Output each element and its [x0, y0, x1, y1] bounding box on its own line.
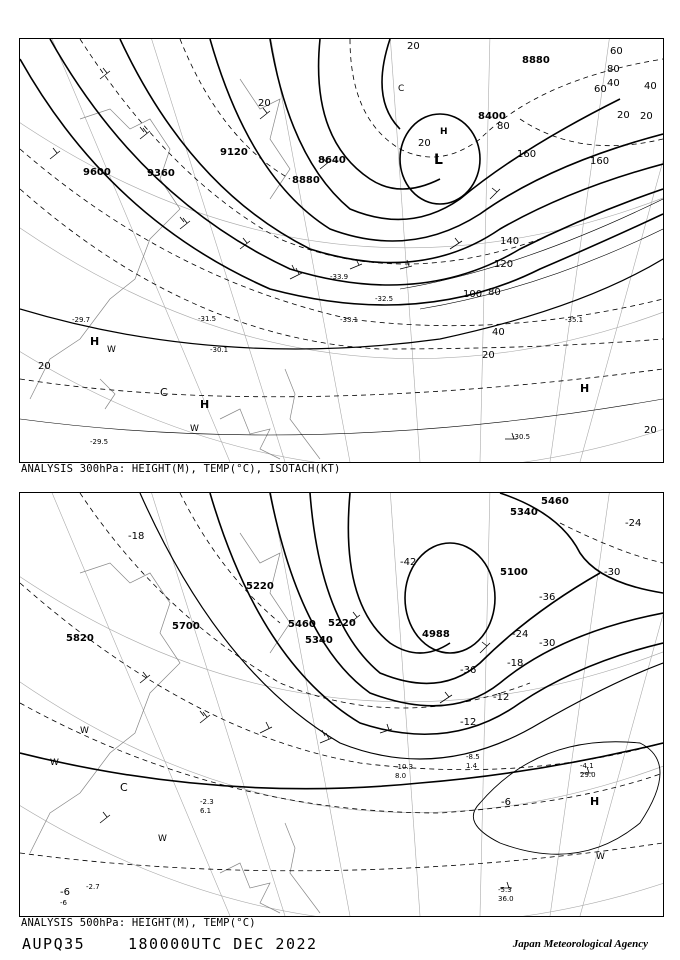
- height-label-5340-mid: 5340: [305, 635, 333, 646]
- height-label-5460-mid: 5460: [288, 619, 316, 630]
- caption-500hpa: ANALYSIS 500hPa: HEIGHT(M), TEMP(°C): [21, 917, 256, 929]
- height-label-8400: 8400: [478, 111, 506, 122]
- isotach-label: 20: [38, 361, 51, 372]
- station-value: 8.0: [395, 772, 407, 780]
- high-symbol: H: [580, 382, 590, 395]
- high-symbol: H: [590, 795, 600, 808]
- temp-label: -30.1: [210, 346, 229, 354]
- isotach-label: 20: [617, 110, 630, 121]
- isotherm-label: -6: [60, 887, 70, 898]
- coastlines: [30, 533, 320, 913]
- station-value: -10.3: [395, 763, 414, 771]
- height-label-8880-ne: 8880: [522, 55, 550, 66]
- isotherm-label: -6: [501, 797, 511, 808]
- height-label-8640: 8640: [318, 155, 346, 166]
- temp-labels: [72, 273, 583, 446]
- station-value: -5.3: [498, 886, 512, 894]
- height-label-5220-w: 5220: [246, 581, 274, 592]
- upper-air-map-500hpa: [19, 492, 664, 917]
- warm-symbol: W: [190, 424, 199, 434]
- pressure-symbols: [90, 84, 589, 434]
- station-value: -2.3: [200, 798, 214, 806]
- isotherm-label: -30: [604, 567, 621, 578]
- station-value: -6: [60, 899, 67, 907]
- isotach-label: 20: [407, 41, 420, 52]
- station-value: 29.0: [580, 771, 596, 779]
- isotherm-label: -12: [460, 717, 477, 728]
- warm-symbol: W: [158, 834, 167, 844]
- isotherm-label: -36: [460, 665, 477, 676]
- high-symbol: H: [440, 127, 448, 137]
- isotach-labels: [38, 41, 657, 436]
- station-value: 36.0: [498, 895, 514, 903]
- isotherm-label: -24: [512, 629, 529, 640]
- isotherm-label: -12: [493, 692, 510, 703]
- height-label-4988: 4988: [422, 629, 450, 640]
- warm-symbol: W: [107, 345, 116, 355]
- isotherm-label: -30: [539, 638, 556, 649]
- height-label-9120: 9120: [220, 147, 248, 158]
- temp-label: -33.1: [340, 316, 359, 324]
- warm-symbol: W: [596, 852, 605, 862]
- height-label-5100: 5100: [500, 567, 528, 578]
- isotherm-label: -42: [400, 557, 417, 568]
- station-value: 6.1: [200, 807, 212, 815]
- isotherm-label: -18: [507, 658, 524, 669]
- isotach-label: 20: [640, 111, 653, 122]
- temp-label: -29.7: [72, 316, 91, 324]
- map-300hpa-graphics: [20, 39, 663, 462]
- isotherm-labels: [60, 518, 641, 898]
- isotach-label: 60: [594, 84, 607, 95]
- isotach-label: 40: [607, 78, 620, 89]
- agency-name: Japan Meteorological Agency: [512, 938, 648, 950]
- isotherm-label: -18: [128, 531, 145, 542]
- isotherm-label: -24: [625, 518, 642, 529]
- height-label-9360: 9360: [147, 168, 175, 179]
- isotach-label: 40: [492, 327, 505, 338]
- wind-barbs: [50, 68, 520, 439]
- warm-symbol: W: [50, 758, 59, 768]
- temp-label: -29.5: [90, 438, 109, 446]
- isotach-label: 80: [607, 64, 620, 75]
- height-label-8880: 8880: [292, 175, 320, 186]
- high-symbol: H: [200, 398, 210, 411]
- isotach-label: 120: [494, 259, 514, 270]
- temp-label: -32.5: [375, 295, 394, 303]
- cold-symbol: C: [398, 84, 405, 94]
- temp-label: -33.9: [330, 273, 349, 281]
- station-value: 1.4: [466, 762, 478, 770]
- isotach-label: 160: [517, 149, 537, 160]
- valid-time: 180000UTC DEC 2022: [128, 935, 318, 953]
- isotach-label: 40: [644, 81, 657, 92]
- isotherm-label: -36: [539, 592, 556, 603]
- height-label-5460: 5460: [541, 496, 569, 507]
- height-label-5220: 5220: [328, 618, 356, 629]
- isotach-label: 20: [258, 98, 271, 109]
- height-label-5700: 5700: [172, 621, 200, 632]
- graticule: [20, 493, 663, 916]
- isotach-label: 20: [644, 425, 657, 436]
- upper-air-map-300hpa: [19, 38, 664, 463]
- temp-label: -30.5: [512, 433, 531, 441]
- isotach-label: 160: [590, 156, 610, 167]
- map-500hpa-graphics: [20, 493, 663, 916]
- graticule: [20, 39, 663, 462]
- isotach-label: 140: [500, 236, 520, 247]
- station-value: -8.5: [466, 753, 480, 761]
- height-contours: [20, 493, 663, 789]
- isotach-label: 20: [482, 350, 495, 361]
- station-value: -4.1: [580, 762, 594, 770]
- cold-symbol: C: [160, 386, 168, 399]
- height-contours: [20, 39, 663, 349]
- cold-symbol: C: [120, 781, 128, 794]
- height-label-5340: 5340: [510, 507, 538, 518]
- low-symbol: L: [434, 152, 443, 168]
- bulletin-id: AUPQ35: [22, 935, 86, 953]
- temp-label: -31.5: [198, 315, 217, 323]
- high-symbol: H: [90, 335, 100, 348]
- height-label-5820: 5820: [66, 633, 94, 644]
- isotach-label: 60: [610, 46, 623, 57]
- isotach-label: 80: [488, 287, 501, 298]
- isotach-label: 80: [497, 121, 510, 132]
- isotach-label: 100: [463, 289, 483, 300]
- station-value: -2.7: [86, 883, 100, 891]
- caption-300hpa: ANALYSIS 300hPa: HEIGHT(M), TEMP(°C), ISOTACH(KT): [21, 463, 341, 475]
- coastlines: [30, 79, 320, 459]
- height-label-9600: 9600: [83, 167, 111, 178]
- isotach-label: 20: [418, 138, 431, 149]
- temp-label: -35.1: [565, 316, 584, 324]
- warm-symbol: W: [80, 726, 89, 736]
